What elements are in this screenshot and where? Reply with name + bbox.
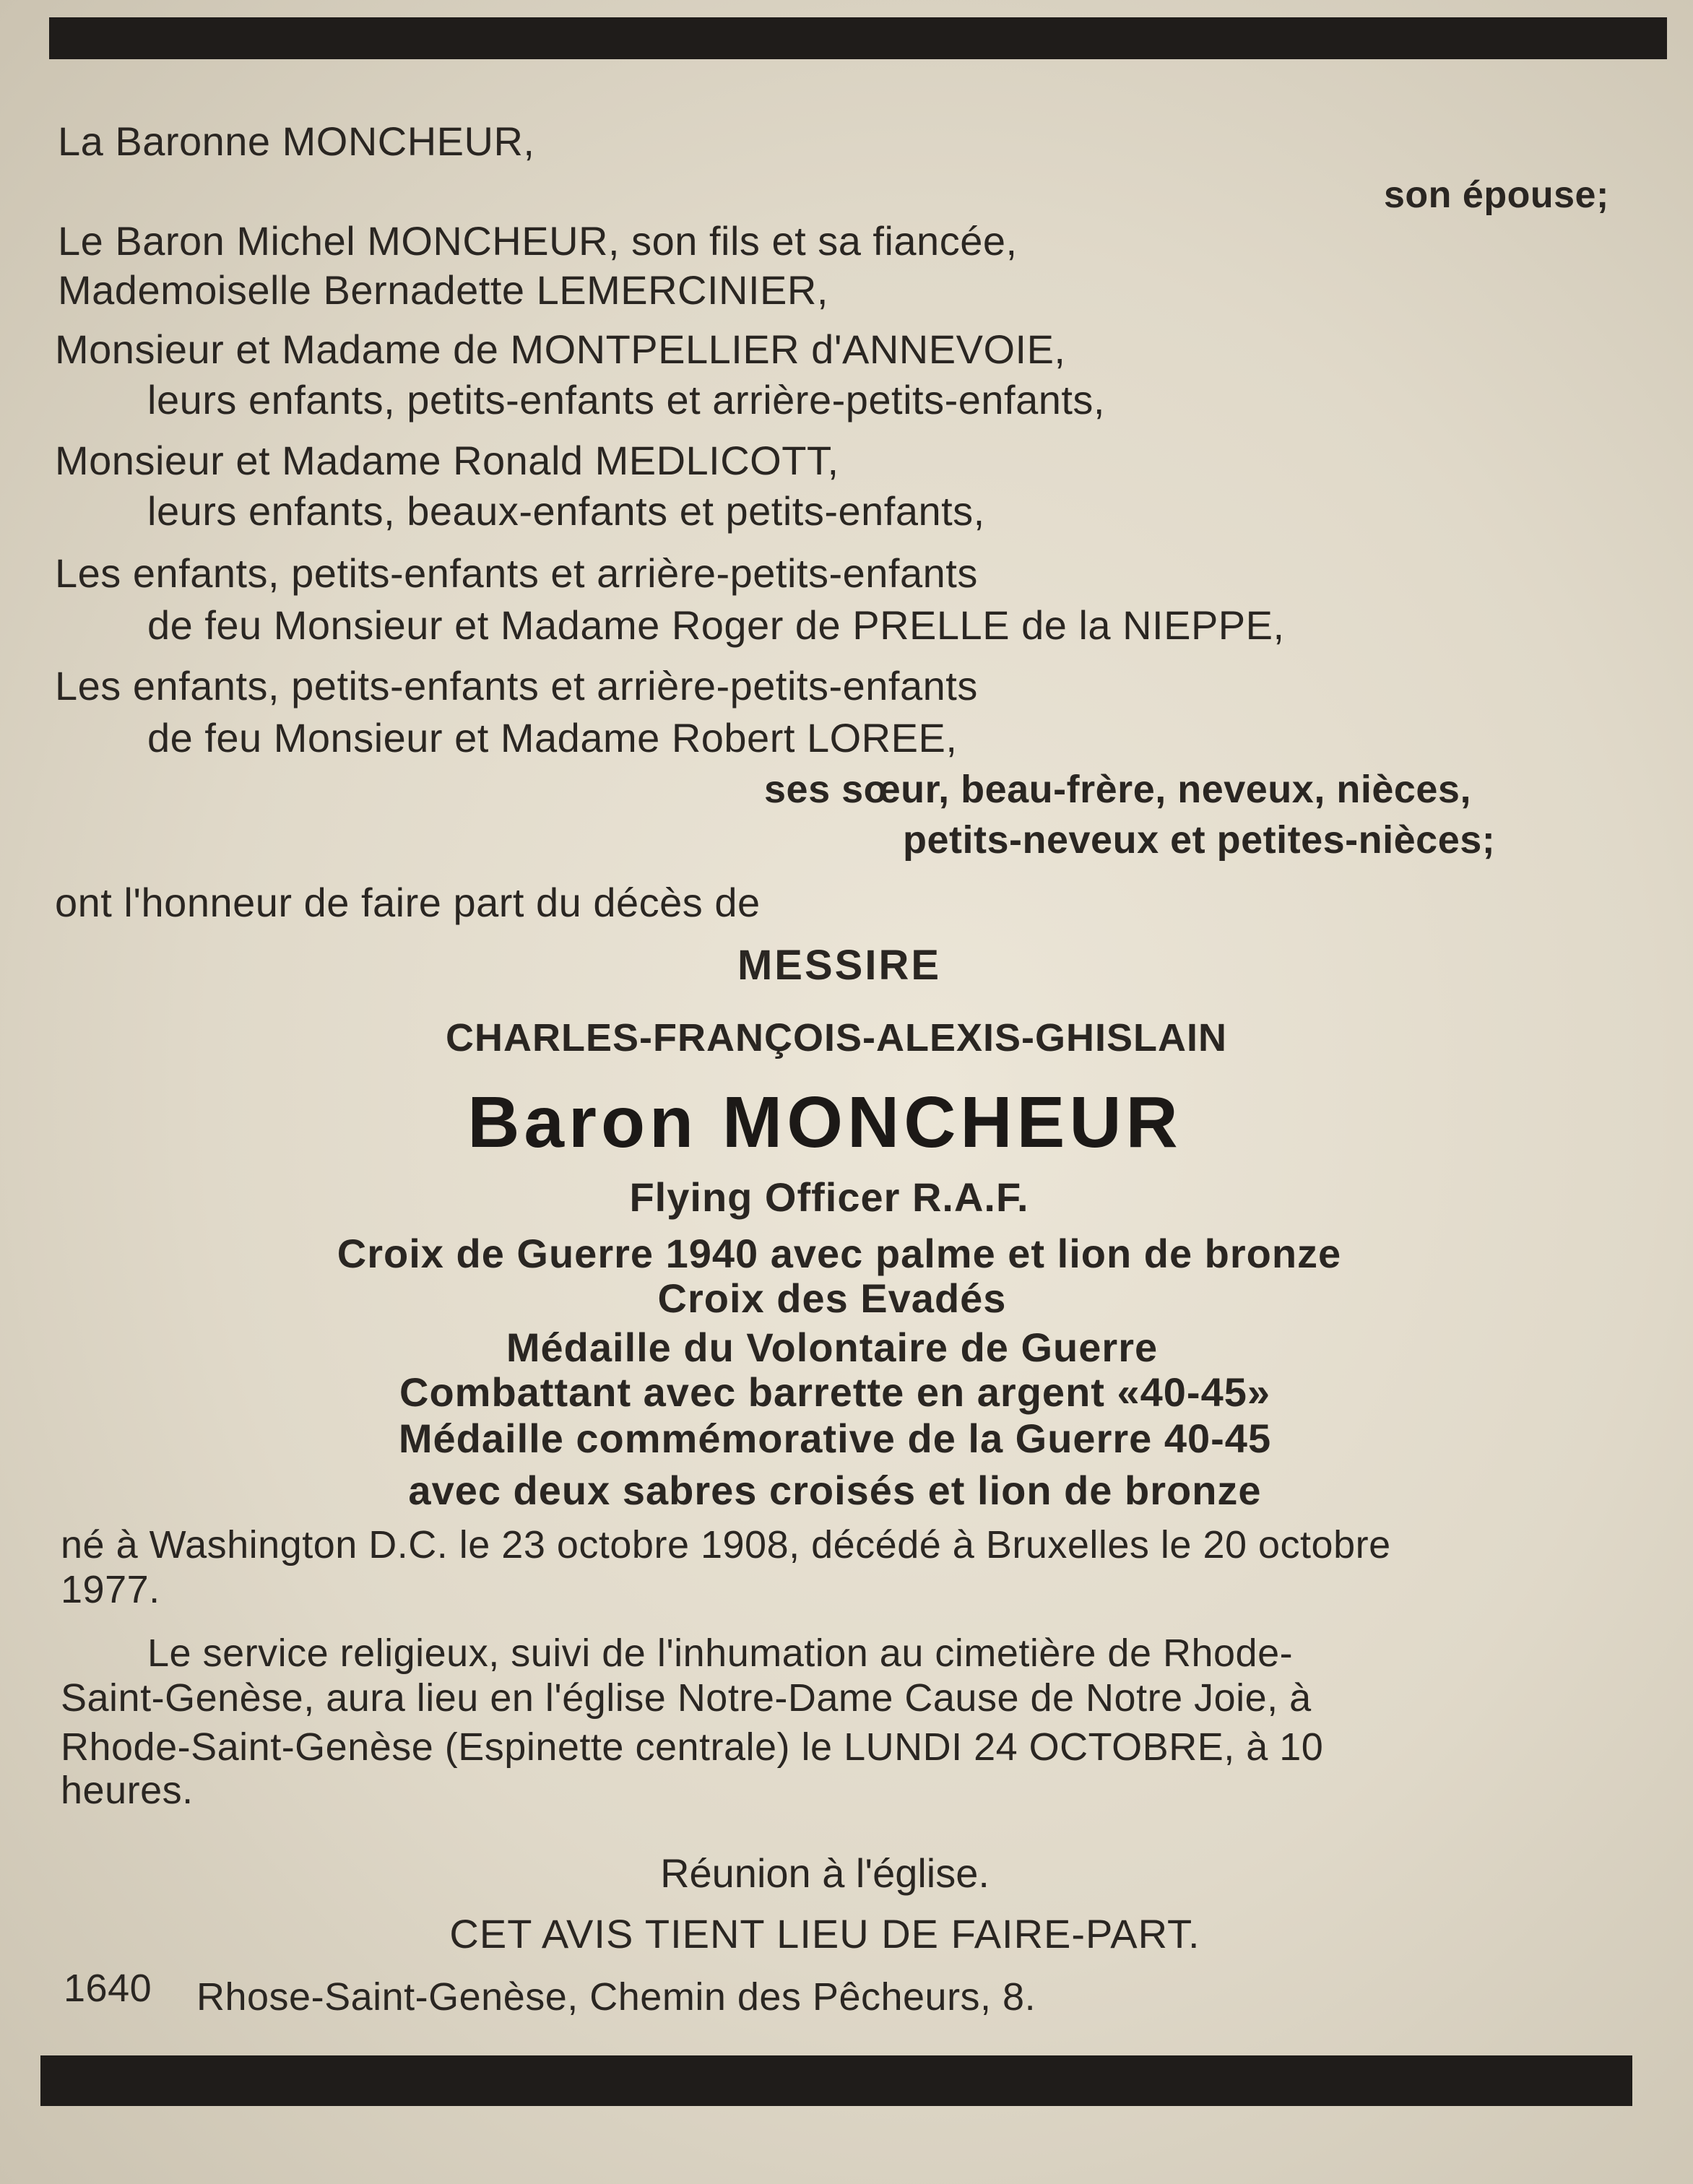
service-line: Rhode-Saint-Genèse (Espinette centrale) le LUNDI 24 OCTOBRE, à 10: [61, 1725, 1324, 1769]
deceased-name: Baron MONCHEUR: [467, 1082, 1182, 1163]
family-line: Les enfants, petits-enfants et arrière-petits-enfants: [55, 550, 978, 596]
reunion-text: Réunion à l'église.: [660, 1850, 990, 1896]
family-line: son épouse;: [1384, 174, 1609, 216]
service-line: Saint-Genèse, aura lieu en l'église Notre-Dame Cause de Notre Joie, à: [61, 1676, 1312, 1720]
honour-line: Croix de Guerre 1940 avec palme et lion de bronze: [337, 1231, 1342, 1276]
family-line: petits-neveux et petites-nièces;: [903, 818, 1496, 862]
address-postcode: 1640: [64, 1967, 152, 2010]
deceased-prefix: MESSIRE: [737, 942, 942, 989]
address-street: Rhose-Saint-Genèse, Chemin des Pêcheurs, 8.: [196, 1975, 1036, 2019]
honour-line: Médaille commémorative de la Guerre 40-45: [398, 1416, 1272, 1461]
family-line: Les enfants, petits-enfants et arrière-petits-enfants: [55, 663, 978, 708]
top-border-rule: [49, 17, 1667, 59]
dates-line: né à Washington D.C. le 23 octobre 1908, décédé à Bruxelles le 20 octobre: [61, 1523, 1391, 1566]
honour-line: Flying Officer R.A.F.: [629, 1174, 1029, 1220]
family-line: leurs enfants, petits-enfants et arrière-petits-enfants,: [147, 377, 1105, 422]
honour-line: avec deux sabres croisés et lion de bronze: [408, 1468, 1262, 1513]
honour-line: Combattant avec barrette en argent «40-45»: [399, 1369, 1270, 1415]
service-line: Le service religieux, suivi de l'inhumation au cimetière de Rhode-: [147, 1632, 1294, 1675]
bottom-border-rule: [40, 2055, 1632, 2106]
notice-text: CET AVIS TIENT LIEU DE FAIRE-PART.: [449, 1911, 1200, 1956]
family-line: Mademoiselle Bernadette LEMERCINIER,: [58, 267, 828, 313]
family-line: La Baronne MONCHEUR,: [58, 118, 535, 164]
family-line: de feu Monsieur et Madame Roger de PRELLE de la NIEPPE,: [147, 602, 1285, 648]
service-line: heures.: [61, 1769, 194, 1812]
family-line: de feu Monsieur et Madame Robert LOREE,: [147, 715, 958, 760]
family-line: Monsieur et Madame de MONTPELLIER d'ANNEVOIE,: [55, 326, 1066, 372]
family-line: leurs enfants, beaux-enfants et petits-enfants,: [147, 488, 985, 534]
family-line: Le Baron Michel MONCHEUR, son fils et sa fiancée,: [58, 218, 1018, 264]
deceased-given-names: CHARLES-FRANÇOIS-ALEXIS-GHISLAIN: [446, 1016, 1227, 1060]
honour-line: Médaille du Volontaire de Guerre: [506, 1325, 1159, 1370]
family-line: ses sœur, beau-frère, neveux, nièces,: [764, 768, 1471, 811]
honour-line: Croix des Evadés: [657, 1275, 1007, 1321]
family-line: Monsieur et Madame Ronald MEDLICOTT,: [55, 438, 839, 483]
dates-line: 1977.: [61, 1568, 160, 1611]
announcement-text: ont l'honneur de faire part du décès de: [55, 880, 761, 925]
